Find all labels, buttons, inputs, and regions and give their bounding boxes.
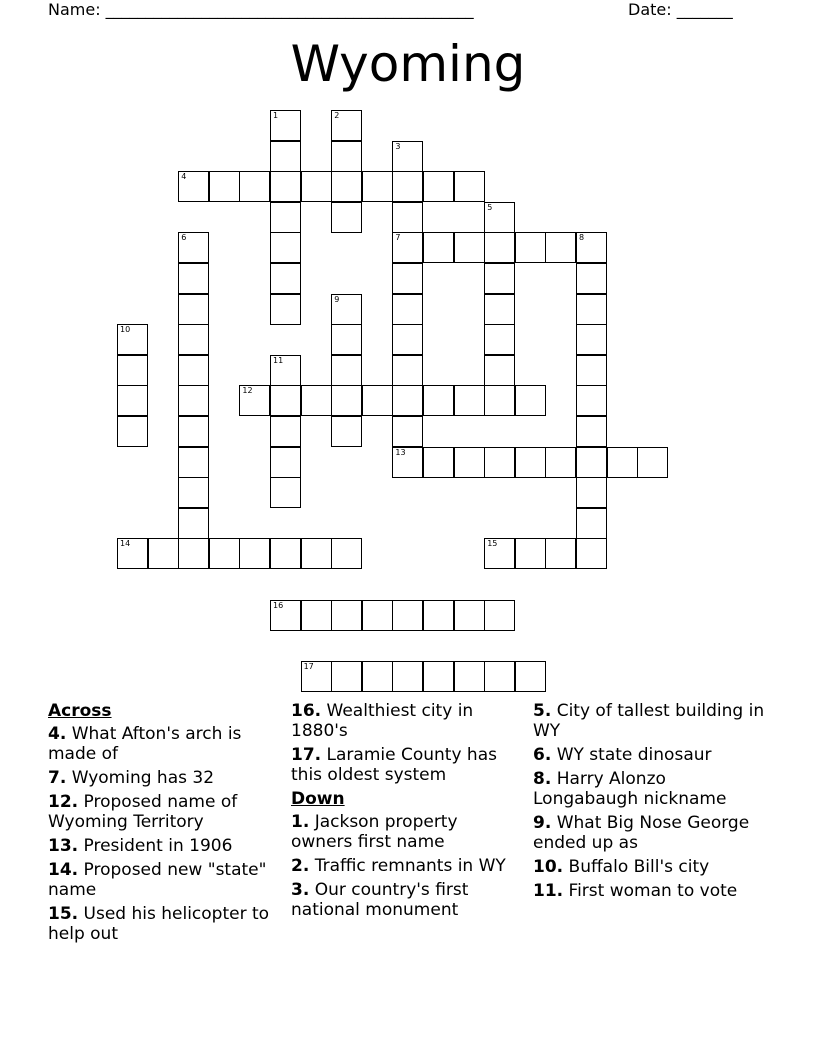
cell-number: 5 xyxy=(487,202,493,212)
grid-cell[interactable] xyxy=(178,538,209,569)
grid-cell[interactable] xyxy=(178,385,209,416)
down-heading: Down xyxy=(291,789,345,809)
grid-cell[interactable] xyxy=(515,447,546,478)
clue-text: Used his helicopter to help out xyxy=(48,904,270,944)
clue-number: 2. xyxy=(291,856,310,876)
grid-cell[interactable] xyxy=(331,110,362,141)
cell-number: 17 xyxy=(303,661,314,671)
grid-cell[interactable] xyxy=(270,141,301,172)
grid-cell[interactable] xyxy=(331,324,362,355)
clue-number: 5. xyxy=(533,701,552,721)
clue-text: City of tallest building in WY xyxy=(533,701,765,741)
grid-cell[interactable] xyxy=(362,661,393,692)
clue-number: 15. xyxy=(48,904,79,924)
cell-number: 4 xyxy=(181,172,187,182)
grid-cell[interactable] xyxy=(178,447,209,478)
cell-number: 13 xyxy=(395,447,406,457)
grid-cell[interactable] xyxy=(392,141,423,172)
grid-cell[interactable] xyxy=(545,232,576,263)
clue-text: First woman to vote xyxy=(568,881,738,901)
grid-cell[interactable] xyxy=(331,661,362,692)
cell-number: 9 xyxy=(334,294,340,304)
grid-cell[interactable] xyxy=(270,294,301,325)
clue-number: 3. xyxy=(291,880,310,900)
grid-cell[interactable] xyxy=(484,263,515,294)
grid-cell[interactable] xyxy=(178,355,209,386)
clue-text: Harry Alonzo Longabaugh nickname xyxy=(533,769,727,809)
clue-down-5 xyxy=(533,701,773,741)
grid-cell[interactable] xyxy=(331,141,362,172)
grid-cell[interactable] xyxy=(301,171,332,202)
grid-cell[interactable] xyxy=(454,447,485,478)
grid-cell[interactable] xyxy=(392,600,423,631)
grid-cell[interactable] xyxy=(576,263,607,294)
grid-cell[interactable] xyxy=(576,508,607,539)
clue-number: 4. xyxy=(48,724,67,744)
grid-cell[interactable] xyxy=(117,385,148,416)
clue-across-14 xyxy=(48,860,278,900)
cell-number: 7 xyxy=(395,233,401,243)
grid-cell[interactable] xyxy=(392,416,423,447)
grid-cell[interactable] xyxy=(423,447,454,478)
grid-cell[interactable] xyxy=(392,324,423,355)
clue-number: 17. xyxy=(291,745,322,765)
grid-cell[interactable] xyxy=(362,600,393,631)
grid-cell[interactable] xyxy=(331,416,362,447)
grid-cell[interactable] xyxy=(576,355,607,386)
grid-cell[interactable] xyxy=(392,447,423,478)
cell-number: 2 xyxy=(334,111,340,120)
grid-cell[interactable] xyxy=(362,385,393,416)
clue-down-2 xyxy=(291,856,523,876)
cell-number: 11 xyxy=(273,355,284,365)
grid-cell[interactable] xyxy=(270,447,301,478)
grid-cell[interactable] xyxy=(117,416,148,447)
clue-down-10 xyxy=(533,857,773,877)
clue-text: What Afton's arch is made of xyxy=(48,724,242,764)
grid-cell[interactable] xyxy=(178,263,209,294)
grid-cell[interactable] xyxy=(454,385,485,416)
grid-cell[interactable] xyxy=(178,416,209,447)
clue-number: 8. xyxy=(533,769,552,789)
grid-cell[interactable] xyxy=(545,538,576,569)
clue-down-6 xyxy=(533,745,773,765)
grid-cell[interactable] xyxy=(331,171,362,202)
grid-cell[interactable] xyxy=(178,294,209,325)
grid-cell[interactable] xyxy=(270,263,301,294)
grid-cell[interactable] xyxy=(576,385,607,416)
grid-cell[interactable] xyxy=(515,232,546,263)
clue-text: President in 1906 xyxy=(83,836,233,856)
cell-number: 14 xyxy=(120,539,131,549)
clue-down-3 xyxy=(291,880,523,920)
grid-cell[interactable] xyxy=(515,661,546,692)
grid-cell[interactable] xyxy=(331,202,362,233)
grid-cell[interactable] xyxy=(301,538,332,569)
clue-across-7 xyxy=(48,768,278,788)
clue-down-8 xyxy=(533,769,773,809)
cell-number: 16 xyxy=(273,600,284,610)
clue-text: Our country's first national monument xyxy=(291,880,469,920)
grid-cell[interactable] xyxy=(301,600,332,631)
grid-cell[interactable] xyxy=(484,324,515,355)
cell-number: 15 xyxy=(487,539,498,549)
grid-cell[interactable] xyxy=(117,538,148,569)
clue-number: 16. xyxy=(291,701,322,721)
grid-cell[interactable] xyxy=(576,477,607,508)
clue-down-1 xyxy=(291,812,523,852)
grid-cell[interactable] xyxy=(301,661,332,692)
grid-cell[interactable] xyxy=(148,538,179,569)
grid-cell[interactable] xyxy=(117,355,148,386)
grid-cell[interactable] xyxy=(607,447,638,478)
clue-text: Proposed name of Wyoming Territory xyxy=(48,792,238,832)
grid-cell[interactable] xyxy=(515,538,546,569)
grid-cell[interactable] xyxy=(576,416,607,447)
grid-cell[interactable] xyxy=(331,600,362,631)
grid-cell[interactable] xyxy=(301,385,332,416)
clue-down-11 xyxy=(533,881,773,901)
grid-cell[interactable] xyxy=(239,385,270,416)
grid-cell[interactable] xyxy=(576,447,607,478)
clue-number: 7. xyxy=(48,768,67,788)
grid-cell[interactable] xyxy=(239,538,270,569)
grid-cell[interactable] xyxy=(331,385,362,416)
clue-number: 9. xyxy=(533,813,552,833)
clue-number: 12. xyxy=(48,792,79,812)
grid-cell[interactable] xyxy=(362,171,393,202)
grid-cell[interactable] xyxy=(178,324,209,355)
puzzle-title: Wyoming xyxy=(290,35,526,93)
grid-cell[interactable] xyxy=(423,385,454,416)
grid-cell[interactable] xyxy=(545,447,576,478)
clue-across-12 xyxy=(48,792,278,832)
grid-cell[interactable] xyxy=(392,171,423,202)
name-field-label[interactable]: Name: ______________________________________________ xyxy=(48,0,474,19)
clue-across-15 xyxy=(48,904,278,944)
grid-cell[interactable] xyxy=(576,232,607,263)
grid-cell[interactable] xyxy=(576,324,607,355)
grid-cell[interactable] xyxy=(209,538,240,569)
grid-cell[interactable] xyxy=(178,171,209,202)
grid-cell[interactable] xyxy=(270,385,301,416)
grid-cell[interactable] xyxy=(239,171,270,202)
cell-number: 12 xyxy=(242,386,253,396)
grid-cell[interactable] xyxy=(454,232,485,263)
grid-cell[interactable] xyxy=(454,600,485,631)
grid-cell[interactable] xyxy=(270,600,301,631)
clue-text: WY state dinosaur xyxy=(556,745,712,765)
grid-cell[interactable] xyxy=(392,355,423,386)
clue-down-9 xyxy=(533,813,773,853)
grid-cell[interactable] xyxy=(515,385,546,416)
grid-cell[interactable] xyxy=(423,600,454,631)
grid-cell[interactable] xyxy=(484,202,515,233)
grid-cell[interactable] xyxy=(270,202,301,233)
grid-cell[interactable] xyxy=(270,355,301,386)
grid-cell[interactable] xyxy=(270,416,301,447)
grid-cell[interactable] xyxy=(392,232,423,263)
clue-number: 1. xyxy=(291,812,310,832)
clue-text: Wealthiest city in 1880's xyxy=(291,701,474,741)
grid-cell[interactable] xyxy=(392,385,423,416)
clue-text: What Big Nose George ended up as xyxy=(533,813,750,853)
grid-cell[interactable] xyxy=(178,477,209,508)
grid-cell[interactable] xyxy=(270,171,301,202)
grid-cell[interactable] xyxy=(392,294,423,325)
across-heading: Across xyxy=(48,701,112,721)
date-field-label[interactable]: Date: _______ xyxy=(628,0,733,19)
clue-text: Wyoming has 32 xyxy=(71,768,215,788)
grid-cell[interactable] xyxy=(484,385,515,416)
clue-number: 10. xyxy=(533,857,564,877)
grid-cell[interactable] xyxy=(637,447,668,478)
cell-number: 6 xyxy=(181,233,187,243)
clue-number: 6. xyxy=(533,745,552,765)
grid-cell[interactable] xyxy=(331,294,362,325)
clue-text: Jackson property owners first name xyxy=(291,812,458,852)
grid-cell[interactable] xyxy=(576,538,607,569)
cell-number: 3 xyxy=(395,141,401,151)
clue-column-3 xyxy=(533,701,773,905)
clue-text: Traffic remnants in WY xyxy=(314,856,506,876)
grid-cell[interactable] xyxy=(209,171,240,202)
clue-column-2 xyxy=(291,701,523,924)
grid-cell[interactable] xyxy=(423,171,454,202)
grid-cell[interactable] xyxy=(484,294,515,325)
clue-across-16 xyxy=(291,701,523,741)
grid-cell[interactable] xyxy=(484,661,515,692)
grid-cell[interactable] xyxy=(270,110,301,141)
clue-number: 14. xyxy=(48,860,79,880)
grid-cell[interactable] xyxy=(423,232,454,263)
grid-cell[interactable] xyxy=(270,538,301,569)
grid-cell[interactable] xyxy=(392,263,423,294)
clue-text: Buffalo Bill's city xyxy=(568,857,710,877)
grid-cell[interactable] xyxy=(484,232,515,263)
cell-number: 8 xyxy=(579,233,585,243)
cell-number: 10 xyxy=(120,325,131,335)
clue-across-4 xyxy=(48,724,278,764)
cell-number: 1 xyxy=(273,111,279,120)
clue-across-13 xyxy=(48,836,278,856)
grid-cell[interactable] xyxy=(270,232,301,263)
clue-number: 11. xyxy=(533,881,564,901)
grid-cell[interactable] xyxy=(178,232,209,263)
grid-cell[interactable] xyxy=(454,171,485,202)
grid-cell[interactable] xyxy=(423,661,454,692)
clue-text: Laramie County has this oldest system xyxy=(291,745,497,785)
grid-cell[interactable] xyxy=(484,600,515,631)
grid-cell[interactable] xyxy=(392,202,423,233)
grid-cell[interactable] xyxy=(117,324,148,355)
grid-cell[interactable] xyxy=(270,477,301,508)
clue-number: 13. xyxy=(48,836,79,856)
grid-cell[interactable] xyxy=(484,355,515,386)
clue-text: Proposed new "state" name xyxy=(48,860,267,900)
grid-cell[interactable] xyxy=(484,447,515,478)
grid-cell[interactable] xyxy=(178,508,209,539)
clue-column-1 xyxy=(48,701,278,948)
grid-cell[interactable] xyxy=(484,538,515,569)
grid-cell[interactable] xyxy=(454,661,485,692)
grid-cell[interactable] xyxy=(576,294,607,325)
grid-cell[interactable] xyxy=(331,538,362,569)
clue-across-17 xyxy=(291,745,523,785)
grid-cell[interactable] xyxy=(392,661,423,692)
grid-cell[interactable] xyxy=(331,355,362,386)
